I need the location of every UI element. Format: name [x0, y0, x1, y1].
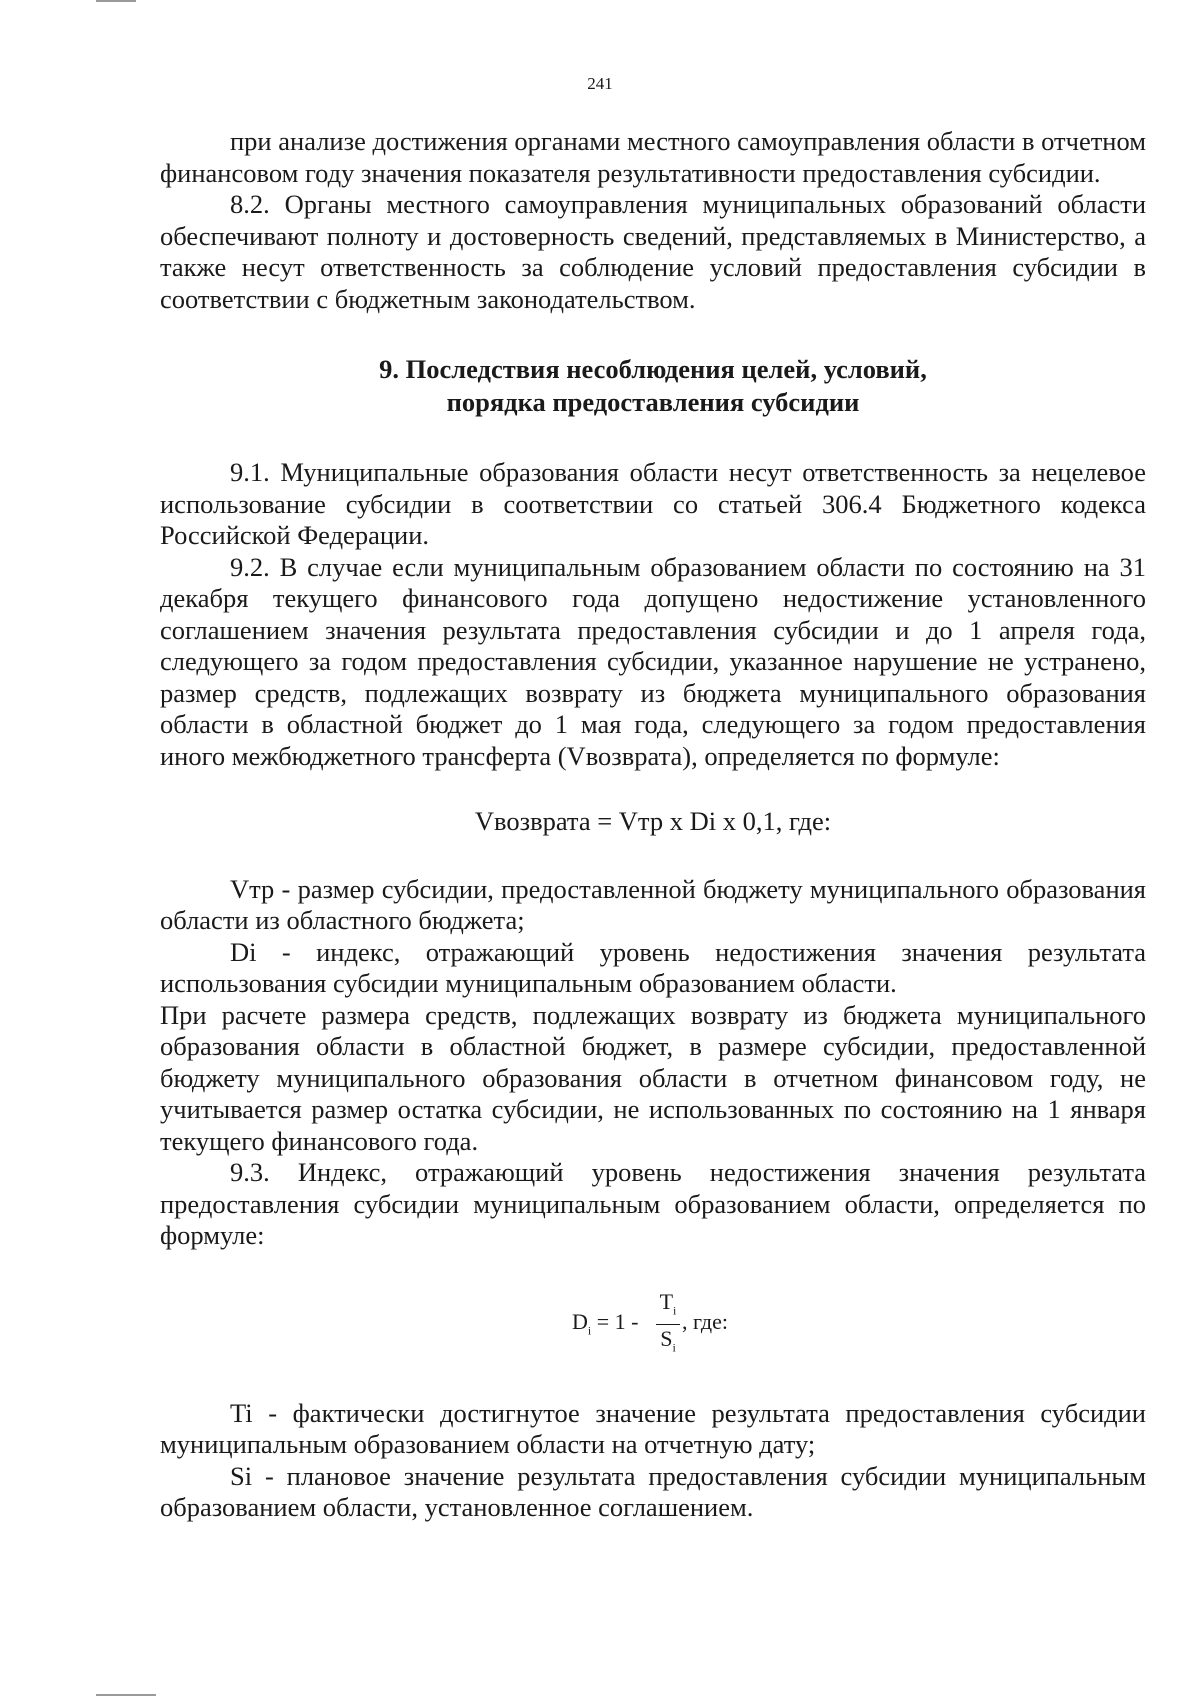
paragraph-8-2: 8.2. Органы местного самоуправления муниципальных образований области обеспечивают полноту и достоверность сведений, представляемых в Министерство, а также несут ответственность за соблюдение условий предоставления субсидии в соответствии с бюджетным законодательством. [160, 189, 1146, 314]
definition-di: Di - индекс, отражающий уровень недостижения значения результата использования субсидии муниципальным образованием области. [160, 936, 1146, 998]
scan-mark-top [96, 0, 136, 2]
paragraph-calculation-note: При расчете размера средств, подлежащих возврату из бюджета муниципального образования области в областной бюджет, в размере субсидии, предоставленной бюджету муниципального образования области в отчетном финансовом году, не учитывается размер остатка субсидии, не использованных по состоянию на 1 января текущего финансового года. [160, 999, 1146, 1156]
formula-index-fraction [656, 1290, 680, 1360]
paragraph-9-3: 9.3. Индекс, отражающий уровень недостижения значения результата предоставления субсидии муниципальным образованием области, определяется по формуле: [160, 1157, 1146, 1250]
paragraph-9-2: 9.2. В случае если муниципальным образованием области по состоянию на 31 декабря текущего финансового года допущено недостижение установленного соглашением значения результата предоставления субсидии и до 1 апреля года, следующего за годом предоставления субсидии, указанное нарушение не устранено, размер средств, подлежащих возврату из бюджета муниципального образования области в областной бюджет до 1 мая года, следующего за годом предоставления иного межбюджетного трансферта (Vвозврата), определяется по формуле: [160, 551, 1146, 771]
paragraph-9-1: 9.1. Муниципальные образования области несут ответственность за нецелевое использование субсидии в соответствии со статьей 306.4 Бюджетного кодекса Российской Федерации. [160, 457, 1146, 550]
heading-spacer [160, 419, 1146, 457]
document-body [160, 126, 1146, 1524]
fraction-bar [656, 1324, 680, 1325]
fraction-denominator: $S_i$ [660, 1325, 676, 1355]
fraction-numerator: $T_i$ [659, 1288, 677, 1317]
section-9-heading-line2: порядка предоставления субсидии [446, 387, 860, 417]
definition-si: Si - плановое значение результата предоставления субсидии муниципальным образованием области, установленное соглашением. [160, 1460, 1146, 1522]
definition-vtr: Vтр - размер субсидии, предоставленной бюджету муниципального образования области из областного бюджета; [160, 873, 1146, 935]
formula-index [160, 1290, 1146, 1360]
formula-index-tail: , где: [682, 1308, 728, 1334]
paragraph-intro-continuation: при анализе достижения органами местного самоуправления области в отчетном финансовом году значения показателя результативности предоставления субсидии. [160, 126, 1146, 188]
page-number: 241 [587, 74, 613, 93]
formula-index-lhs: $D_i = 1$ - [572, 1308, 639, 1337]
scan-mark-bottom [96, 1694, 156, 1696]
definition-ti: Ti - фактически достигнутое значение результата предоставления субсидии муниципальным образованием области на отчетную дату; [160, 1397, 1146, 1459]
formula-return-amount: Vвозврата = Vтр x Di x 0,1, где: [474, 806, 832, 836]
section-9-heading-line1: 9. Последствия несоблюдения целей, условий, [379, 354, 927, 384]
section-9-heading [160, 353, 1146, 419]
